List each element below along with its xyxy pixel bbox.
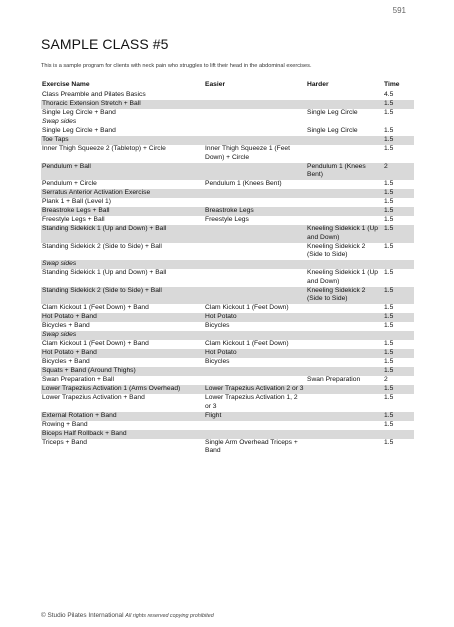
harder-cell	[306, 180, 383, 189]
table-row	[41, 349, 414, 358]
exercise-name-cell: Bicycles + Band	[42, 358, 90, 365]
exercise-name-cell: Clam Kickout 1 (Feet Down) + Band	[42, 340, 149, 347]
harder-cell	[306, 430, 383, 439]
time-cell: 2	[383, 163, 414, 181]
harder-cell	[306, 322, 383, 331]
table-row	[41, 136, 414, 145]
exercise-name-cell: Breastroke Legs + Ball	[41, 207, 204, 216]
time-cell: 1.5	[383, 367, 414, 376]
easier-cell	[204, 269, 306, 287]
harder-cell	[306, 118, 383, 127]
easier-cell	[204, 287, 306, 305]
harder-cell	[306, 385, 383, 394]
exercise-table	[41, 80, 414, 456]
easier-cell: Pendulum 1 (Knees Bent)	[205, 180, 282, 187]
footer	[41, 612, 214, 619]
exercise-name-cell: Standing Sidekick 2 (Side to Side) + Ball	[41, 287, 204, 305]
easier-cell: Breastroke Legs	[204, 207, 306, 216]
time-cell: 1.5	[384, 127, 394, 134]
easier-cell	[204, 243, 306, 261]
time-cell: 1.5	[384, 322, 394, 329]
table-row	[41, 91, 414, 100]
time-cell: 1.5	[383, 189, 414, 198]
exercise-name-cell: Plank 1 + Ball (Level 1)	[42, 198, 111, 205]
exercise-name-cell: Hot Potato + Band	[41, 349, 204, 358]
time-cell: 1.5	[384, 145, 394, 152]
easier-cell: Flight	[204, 412, 306, 421]
time-cell: 1.5	[383, 287, 414, 305]
exercise-name-cell: Bicycles + Band	[42, 322, 90, 329]
harder-cell	[306, 198, 383, 207]
time-cell: 1.5	[384, 438, 394, 446]
exercise-name-cell: Serratus Anterior Activation Exercise	[41, 189, 204, 198]
table-row	[41, 439, 414, 457]
harder-cell	[306, 91, 383, 100]
table-row	[41, 269, 414, 287]
easier-cell	[204, 421, 306, 430]
exercise-name-cell: Single Leg Circle + Band	[42, 109, 116, 116]
table-body	[41, 91, 414, 456]
time-cell: 1.5	[383, 349, 414, 358]
exercise-name-cell: Standing Sidekick 1 (Up and Down) + Ball	[42, 269, 167, 276]
copyright-text: © Studio Pilates International	[41, 612, 124, 619]
exercise-name-cell: Standing Sidekick 2 (Side to Side) + Ball	[42, 242, 162, 250]
time-cell	[383, 430, 414, 439]
table-row	[41, 287, 414, 305]
easier-cell	[204, 260, 306, 269]
table-row	[41, 216, 414, 225]
time-cell: 1.5	[383, 313, 414, 322]
harder-cell: Single Leg Circle	[307, 127, 358, 134]
table-row	[41, 198, 414, 207]
time-cell: 2	[384, 376, 388, 383]
table-row	[41, 127, 414, 136]
easier-cell	[204, 430, 306, 439]
table-row	[41, 358, 414, 367]
harder-cell	[306, 367, 383, 376]
harder-cell	[306, 216, 383, 225]
table-row	[41, 163, 414, 181]
exercise-name-cell: Pendulum + Circle	[42, 180, 97, 187]
easier-cell	[204, 109, 306, 118]
easier-cell: Hot Potato	[204, 349, 306, 358]
harder-cell: Kneeling Sidekick 2 (Side to Side)	[306, 287, 383, 305]
table-row	[41, 385, 414, 394]
easier-cell: Bicycles	[205, 358, 230, 365]
time-cell: 1.5	[384, 420, 394, 428]
time-cell: 1.5	[384, 304, 394, 311]
exercise-name-cell: Swap sides	[41, 331, 204, 340]
table-row	[41, 207, 414, 216]
table-row	[41, 313, 414, 322]
time-cell: 1.5	[383, 136, 414, 145]
easier-cell: Freestyle Legs	[205, 216, 249, 223]
harder-cell	[306, 331, 383, 340]
table-row	[41, 100, 414, 109]
time-cell: 1.5	[384, 358, 394, 365]
harder-cell	[306, 100, 383, 109]
exercise-name-cell: Pendulum + Ball	[41, 163, 204, 181]
table-row	[41, 412, 414, 421]
easier-cell	[204, 91, 306, 100]
harder-cell	[306, 349, 383, 358]
easier-cell	[204, 100, 306, 109]
harder-cell	[306, 260, 383, 269]
time-cell: 1.5	[383, 225, 414, 243]
exercise-name-cell: External Rotation + Band	[41, 412, 204, 421]
easier-cell	[204, 136, 306, 145]
exercise-name-cell: Swap sides	[42, 118, 77, 125]
table-row	[41, 145, 414, 163]
exercise-name-cell: Inner Thigh Squeeze 2 (Tabletop) + Circle	[42, 145, 166, 152]
table-row	[41, 331, 414, 340]
time-cell: 1.5	[384, 180, 394, 187]
exercise-name-cell: Hot Potato + Band	[41, 313, 204, 322]
harder-cell: Kneeling Sidekick 2 (Side to Side)	[307, 242, 366, 258]
time-cell: 1.5	[384, 269, 394, 276]
table-row	[41, 118, 414, 127]
harder-cell: Kneeling Sidekick 1 (Up and Down)	[307, 269, 378, 285]
easier-cell: Hot Potato	[204, 313, 306, 322]
time-cell	[383, 118, 414, 127]
table-row	[41, 225, 414, 243]
exercise-name-cell: Thoracic Extension Stretch + Ball	[41, 100, 204, 109]
harder-cell	[306, 394, 383, 412]
easier-cell	[204, 127, 306, 136]
table-row	[41, 421, 414, 430]
easier-cell: Lower Trapezius Activation 2 or 3	[204, 385, 306, 394]
harder-cell	[306, 145, 383, 163]
table-row	[41, 243, 414, 261]
easier-cell	[204, 198, 306, 207]
easier-cell: Inner Thigh Squeeze 1 (Feet Down) + Circle	[205, 145, 291, 161]
exercise-name-cell: Swan Preparation + Ball	[42, 376, 114, 383]
intro-text: This is a sample program for clients with neck pain who struggles to lift their head in the abdominal exercises.	[41, 63, 312, 69]
table-row	[41, 180, 414, 189]
easier-cell	[204, 225, 306, 243]
exercise-name-cell: Single Leg Circle + Band	[42, 127, 116, 134]
time-cell	[383, 260, 414, 269]
easier-cell: Single Arm Overhead Triceps + Band	[205, 438, 298, 454]
easier-cell: Bicycles	[205, 322, 230, 329]
exercise-name-cell: Standing Sidekick 1 (Up and Down) + Ball	[41, 225, 204, 243]
table-row	[41, 260, 414, 269]
harder-cell	[306, 421, 383, 430]
table-row	[41, 304, 414, 313]
time-cell: 1.5	[384, 242, 394, 250]
table-header-row	[41, 80, 414, 91]
time-cell: 1.5	[384, 216, 394, 223]
easier-cell: Clam Kickout 1 (Feet Down)	[205, 340, 289, 347]
easier-cell	[204, 118, 306, 127]
harder-cell	[306, 313, 383, 322]
page-title: SAMPLE CLASS #5	[41, 36, 169, 52]
exercise-name-cell: Lower Trapezius Activation + Band	[42, 394, 145, 401]
table-row	[41, 367, 414, 376]
table-row	[41, 430, 414, 439]
harder-cell	[306, 207, 383, 216]
easier-cell	[204, 376, 306, 385]
exercise-name-cell: Biceps Half Rollback + Band	[41, 430, 204, 439]
exercise-name-cell: Rowing + Band	[42, 420, 88, 428]
table-row	[41, 189, 414, 198]
easier-cell	[204, 367, 306, 376]
easier-cell	[204, 189, 306, 198]
easier-cell	[204, 331, 306, 340]
header-harder: Harder	[307, 81, 329, 89]
rights-text: All rights reserved copying prohibited	[125, 613, 214, 619]
easier-cell	[204, 163, 306, 181]
table-row	[41, 394, 414, 412]
time-cell: 1.5	[384, 340, 394, 347]
time-cell	[383, 331, 414, 340]
exercise-name-cell: Lower Trapezius Activation 1 (Arms Overhead)	[41, 385, 204, 394]
exercise-name-cell: Class Preamble and Pilates Basics	[42, 91, 146, 98]
exercise-name-cell: Squats + Band (Around Thighs)	[41, 367, 204, 376]
time-cell: 1.5	[383, 412, 414, 421]
time-cell: 4.5	[384, 91, 394, 98]
harder-cell: Kneeling Sidekick 1 (Up and Down)	[306, 225, 383, 243]
harder-cell	[306, 189, 383, 198]
table-row	[41, 109, 414, 118]
exercise-name-cell: Triceps + Band	[42, 438, 87, 446]
harder-cell: Swan Preparation	[307, 376, 361, 383]
exercise-name-cell: Clam Kickout 1 (Feet Down) + Band	[42, 304, 149, 311]
time-cell: 1.5	[384, 109, 394, 116]
easier-cell: Clam Kickout 1 (Feet Down)	[205, 304, 289, 311]
table-row	[41, 376, 414, 385]
harder-cell	[306, 304, 383, 313]
time-cell: 1.5	[383, 385, 414, 394]
time-cell: 1.5	[383, 100, 414, 109]
table-row	[41, 340, 414, 349]
header-exercise-name: Exercise Name	[42, 81, 90, 89]
harder-cell: Pendulum 1 (Knees Bent)	[306, 163, 383, 181]
time-cell: 1.5	[384, 198, 394, 205]
harder-cell	[306, 340, 383, 349]
harder-cell	[306, 358, 383, 367]
harder-cell: Single Leg Circle	[307, 109, 358, 116]
exercise-name-cell: Swap sides	[41, 260, 204, 269]
time-cell: 1.5	[384, 394, 394, 401]
harder-cell	[306, 412, 383, 421]
exercise-name-cell: Toe Taps	[41, 136, 204, 145]
exercise-name-cell: Freestyle Legs + Ball	[42, 216, 105, 223]
page-number: 591	[392, 6, 406, 15]
harder-cell	[306, 439, 383, 457]
time-cell: 1.5	[383, 207, 414, 216]
header-time: Time	[384, 81, 400, 89]
header-easier: Easier	[205, 81, 226, 89]
table-row	[41, 322, 414, 331]
easier-cell: Lower Trapezius Activation 1, 2 or 3	[205, 394, 298, 410]
harder-cell	[306, 136, 383, 145]
